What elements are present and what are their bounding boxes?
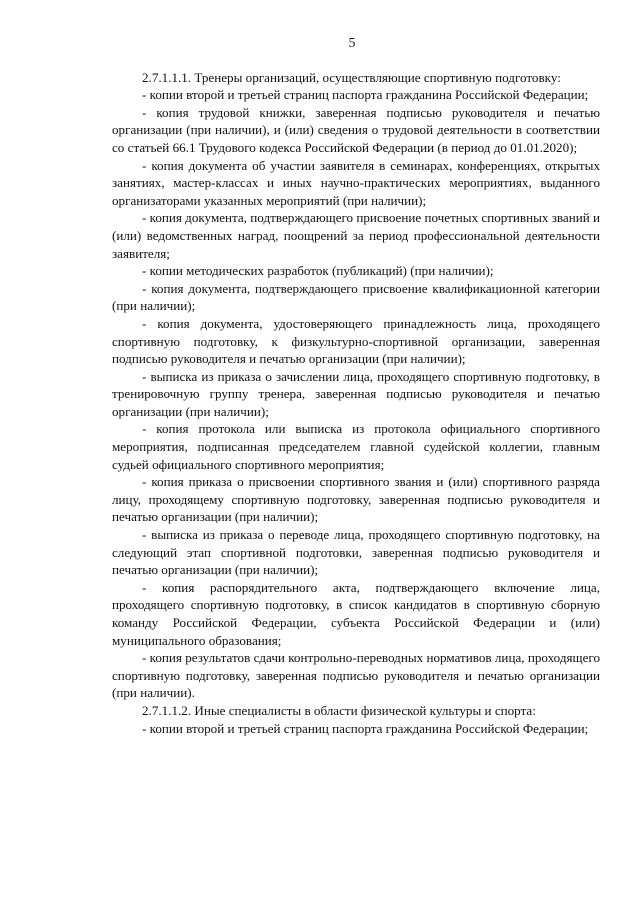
page-number: 5 bbox=[348, 35, 356, 50]
list-item-national-team-act: - копия распорядительного акта, подтверждающего включение лица, проходящего спортивную подготовку, в список кандидатов в спортивную сборную команду Российской Федерации, субъекта Российской Федерации и (или) муниципального образования; bbox=[112, 579, 600, 648]
list-item-test-results: - копия результатов сдачи контрольно-переводных нормативов лица, проходящего спортивную подготовку, заверенная подписью руководителя и печатью организации (при наличии). bbox=[112, 650, 600, 701]
list-item-sport-rank-order: - копия приказа о присвоении спортивного звания и (или) спортивного разряда лицу, проходящему спортивную подготовку, заверенная подписью руководителя и печатью организации (при наличии); bbox=[112, 474, 600, 525]
list-item-qualification-category: - копия документа, подтверждающего присвоение квалификационной категории (при наличии); bbox=[112, 280, 600, 314]
list-item-competition-protocol: - копия протокола или выписка из протокола официального спортивного мероприятия, подписанная председателем главной судейской коллегии, главным судьей официального спортивного мероприятия; bbox=[112, 421, 600, 472]
list-item-organization-affiliation: - копия документа, удостоверяющего принадлежность лица, проходящего спортивную подготовку, к физкультурно-спортивной организации, заверенная подписью руководителя и печатью организации (при наличии); bbox=[112, 315, 600, 367]
section-heading-2-7-1-1-1: 2.7.1.1.1. Тренеры организаций, осуществляющие спортивную подготовку: bbox=[142, 69, 561, 85]
document-body bbox=[112, 69, 600, 738]
list-item-employment-record: - копия трудовой книжки, заверенная подписью руководителя и печатью организации (при наличии), и (или) сведения о трудовой деятельности в соответствии со статьей 66.1 Трудового кодекса Российской Федерации (в период до 01.01.2020); bbox=[112, 104, 600, 155]
list-item-honorary-titles: - копия документа, подтверждающего присвоение почетных спортивных званий и (или) ведомственных наград, поощрений за период профессиональной деятельности заявителя; bbox=[112, 210, 600, 261]
list-item-passport-copy-other: - копии второй и третьей страниц паспорта гражданина Российской Федерации; bbox=[142, 720, 589, 736]
list-item-transfer-order: - выписка из приказа о переводе лица, проходящего спортивную подготовку, на следующий этап спортивной подготовки, заверенная подписью руководителя и печатью организации (при наличии); bbox=[112, 527, 600, 578]
section-heading-2-7-1-1-2: 2.7.1.1.2. Иные специалисты в области физической культуры и спорта: bbox=[142, 702, 536, 718]
list-item-enrollment-order: - выписка из приказа о зачислении лица, проходящего спортивную подготовку, в тренировочную группу тренера, заверенная подписью руководителя и печатью организации (при наличии); bbox=[112, 368, 600, 419]
list-item-passport-copy: - копии второй и третьей страниц паспорта гражданина Российской Федерации; bbox=[142, 87, 589, 103]
list-item-seminar-participation: - копия документа об участии заявителя в семинарах, конференциях, открытых занятиях, мастер-классах и иных научно-практических мероприятиях, выданного организаторами указанных мероприятий (при наличии); bbox=[112, 157, 600, 208]
list-item-methodical-works: - копии методических разработок (публикаций) (при наличии); bbox=[142, 263, 494, 279]
